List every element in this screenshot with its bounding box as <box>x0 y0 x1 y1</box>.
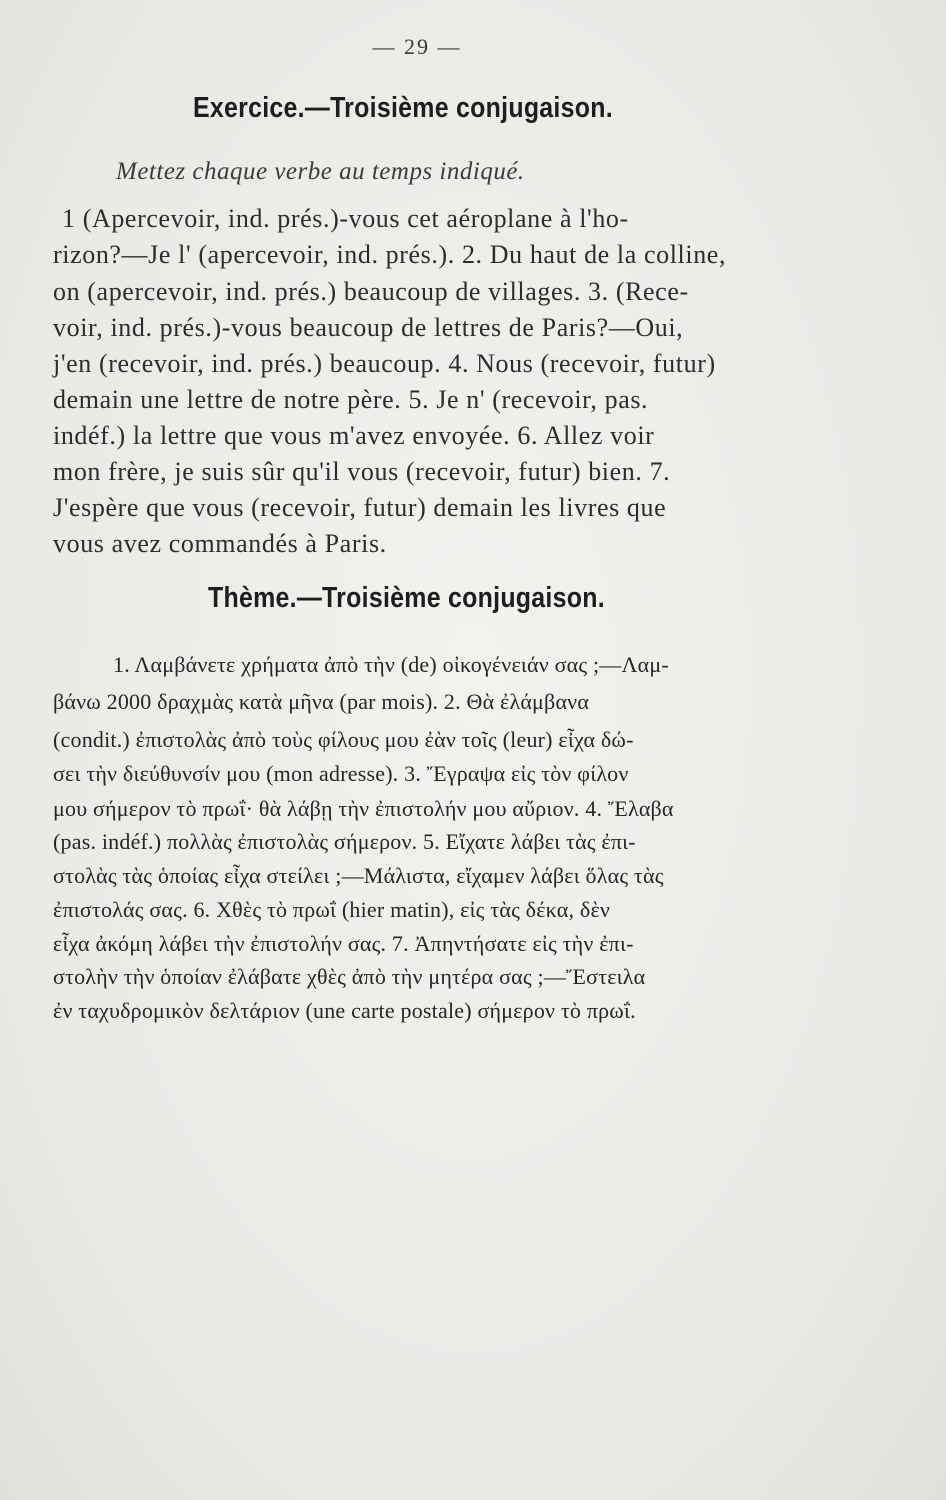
theme-line: ἐν ταχυδρομικὸν δελτάριον (une carte postale) σήμερον τὸ πρωΐ. <box>53 998 636 1023</box>
theme-heading: Thème.—Troisième conjugaison. <box>208 582 605 614</box>
theme-line: εἶχα ἀκόμη λάβει τὴν ἐπιστολήν σας. 7. Ἀπηντήσατε εἰς τὴν ἐπι- <box>53 931 634 956</box>
exercise-line: indéf.) la lettre que vous m'avez envoyée. 6. Allez voir <box>53 421 655 450</box>
theme-line: στολὴν τὴν ὁποίαν ἐλάβατε χθὲς ἀπὸ τὴν μητέρα σας ;—Ἔστειλα <box>53 964 646 989</box>
theme-line: σει τὴν διεύθυνσίν μου (mon adresse). 3. Ἔγραψα εἰς τὸν φίλον <box>53 761 629 786</box>
exercise-line: voir, ind. prés.)-vous beaucoup de lettres de Paris?—Oui, <box>53 313 684 342</box>
theme-line: ἐπιστολάς σας. 6. Χθὲς τὸ πρωΐ (hier matin), εἰς τὰς δέκα, δὲν <box>53 897 611 922</box>
exercise-line: J'espère que vous (recevoir, futur) demain les livres que <box>53 493 667 522</box>
theme-line: στολὰς τὰς ὁποίας εἶχα στείλει ;—Μάλιστα, εἴχαμεν λάβει ὅλας τὰς <box>53 863 664 888</box>
exercise-line: on (apercevoir, ind. prés.) beaucoup de villages. 3. (Rece- <box>53 277 689 306</box>
exercise-heading: Exercice.—Troisième conjugaison. <box>193 92 613 124</box>
theme-line: (pas. indéf.) πολλὰς ἐπιστολὰς σήμερον. 5. Εἴχατε λάβει τὰς ἐπι- <box>53 829 636 854</box>
exercise-line: mon frère, je suis sûr qu'il vous (recevoir, futur) bien. 7. <box>53 457 671 486</box>
exercise-line: j'en (recevoir, ind. prés.) beaucoup. 4. Nous (recevoir, futur) <box>53 349 716 378</box>
theme-line: μου σήμερον τὸ πρωΐ· θὰ λάβῃ τὴν ἐπιστολήν μου αὔριον. 4. Ἔλαβα <box>53 796 674 821</box>
page-number: — 29 — <box>372 34 462 59</box>
exercise-line: demain une lettre de notre père. 5. Je n' (recevoir, pas. <box>53 385 649 414</box>
theme-line: βάνω 2000 δραχμὰς κατὰ μῆνα (par mois). 2. Θὰ ἐλάμβανα <box>53 689 590 714</box>
theme-line: 1. Λαμβάνετε χρήματα ἀπὸ τὴν (de) οἰκογένειάν σας ;—Λαμ- <box>113 652 669 677</box>
exercise-line: vous avez commandés à Paris. <box>53 529 387 558</box>
exercise-line: 1 (Apercevoir, ind. prés.)-vous cet aéroplane à l'ho- <box>62 204 629 233</box>
theme-line: (condit.) ἐπιστολὰς ἀπὸ τοὺς φίλους μου ἐὰν τοῖς (leur) εἶχα δώ- <box>53 727 634 752</box>
exercise-instruction: Mettez chaque verbe au temps indiqué. <box>116 158 525 185</box>
exercise-line: rizon?—Je l' (apercevoir, ind. prés.). 2. Du haut de la colline, <box>53 240 727 269</box>
